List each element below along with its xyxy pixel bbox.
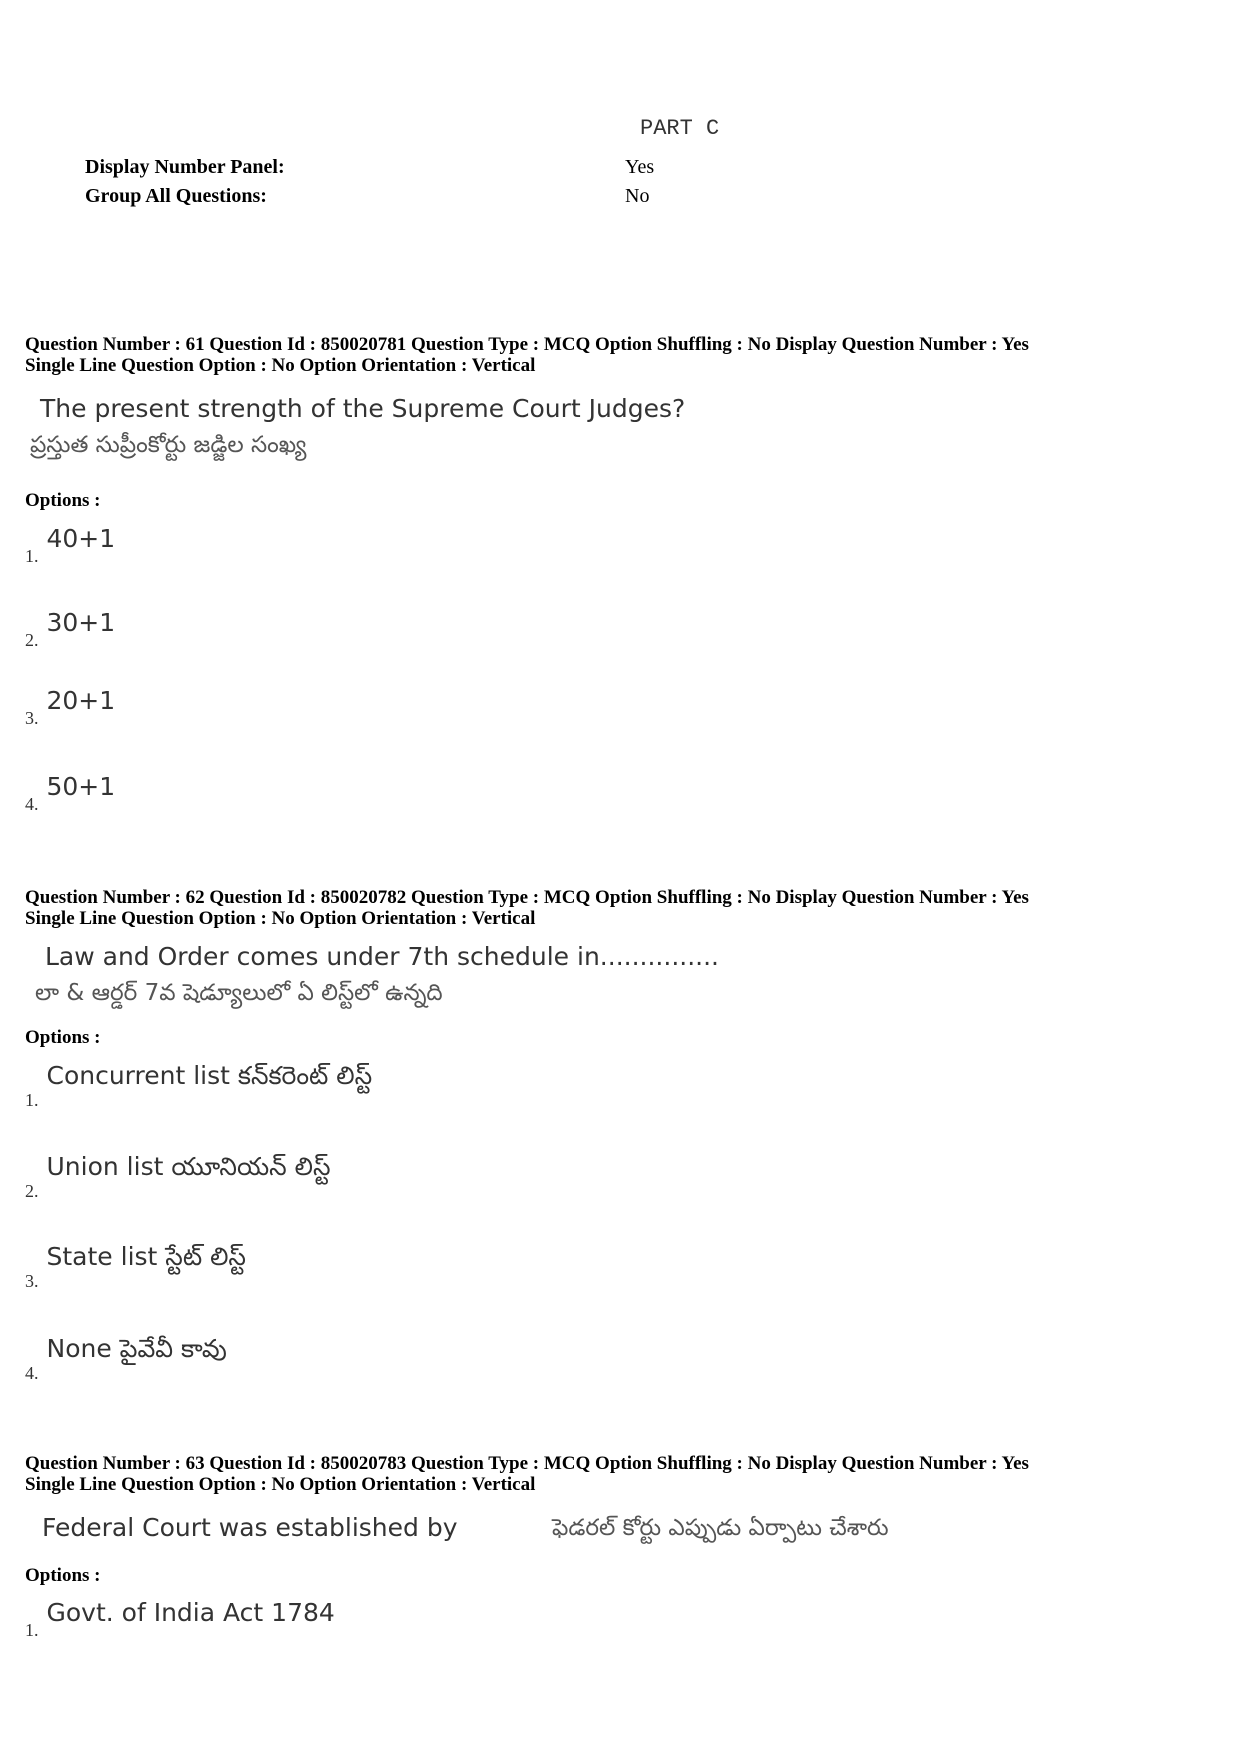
option-4[interactable] — [25, 1334, 227, 1384]
setting-value: No — [625, 185, 650, 207]
question-text-english: Law and Order comes under 7th schedule in............... — [45, 942, 719, 971]
options-label: Options : — [25, 1027, 101, 1048]
option-number: 4. — [25, 794, 39, 814]
question-header-line2: Single Line Question Option : No Option Orientation : Vertical — [25, 1474, 536, 1495]
setting-label: Group All Questions: — [85, 185, 267, 207]
question-header-line1: Question Number : 61 Question Id : 850020781 Question Type : MCQ Option Shuffling : No Display Question Number : Yes — [25, 334, 1029, 355]
option-1[interactable] — [25, 1061, 373, 1111]
option-4[interactable] — [25, 772, 116, 815]
question-text-telugu: ఫెడరల్ కోర్టు ఎప్పుడు ఏర్పాటు చేశారు — [552, 1515, 889, 1541]
option-1[interactable] — [25, 1598, 335, 1641]
question-62 — [25, 887, 1225, 929]
part-title: PART C — [640, 116, 720, 141]
option-number: 2. — [25, 1181, 39, 1201]
option-text: 20+1 — [46, 686, 116, 715]
option-number: 3. — [25, 708, 39, 728]
option-text: Union list యూనియన్ లిస్ట్ — [46, 1152, 331, 1181]
question-header-line1: Question Number : 62 Question Id : 850020782 Question Type : MCQ Option Shuffling : No Display Question Number : Yes — [25, 887, 1029, 908]
question-text-english: The present strength of the Supreme Court Judges? — [40, 394, 686, 423]
question-text-english: Federal Court was established by — [42, 1513, 458, 1542]
question-header-line2: Single Line Question Option : No Option Orientation : Vertical — [25, 908, 536, 929]
option-text: 30+1 — [46, 608, 116, 637]
option-2[interactable] — [25, 608, 116, 651]
option-3[interactable] — [25, 1242, 246, 1292]
option-number: 1. — [25, 1620, 39, 1640]
question-header-line2: Single Line Question Option : No Option Orientation : Vertical — [25, 355, 536, 376]
setting-label: Display Number Panel: — [85, 156, 285, 178]
options-label: Options : — [25, 490, 101, 511]
question-text-telugu: లా & ఆర్డర్ 7వ షెడ్యూలులో ఏ లిస్ట్‌లో ఉన్నది — [35, 980, 443, 1006]
option-number: 4. — [25, 1363, 39, 1383]
option-text: 50+1 — [46, 772, 116, 801]
option-text: State list స్టేట్ లిస్ట్ — [46, 1242, 246, 1271]
question-text-telugu: ప్రస్తుత సుప్రీంకోర్టు జడ్జిల సంఖ్య — [30, 432, 307, 458]
option-text: Govt. of India Act 1784 — [46, 1598, 335, 1627]
setting-group-all-questions — [85, 184, 785, 208]
option-3[interactable] — [25, 686, 116, 729]
option-number: 3. — [25, 1271, 39, 1291]
option-text: None పైవేవీ కావు — [46, 1334, 227, 1363]
option-number: 1. — [25, 546, 39, 566]
question-63 — [25, 1453, 1225, 1495]
question-61 — [25, 334, 1225, 376]
option-text: 40+1 — [46, 524, 116, 553]
option-number: 1. — [25, 1090, 39, 1110]
setting-display-number-panel — [85, 155, 785, 179]
options-label: Options : — [25, 1565, 101, 1586]
option-2[interactable] — [25, 1152, 331, 1202]
option-text: Concurrent list కన్‌కరెంట్ లిస్ట్ — [46, 1061, 373, 1090]
option-1[interactable] — [25, 524, 116, 567]
option-number: 2. — [25, 630, 39, 650]
setting-value: Yes — [625, 156, 655, 178]
question-header-line1: Question Number : 63 Question Id : 850020783 Question Type : MCQ Option Shuffling : No Display Question Number : Yes — [25, 1453, 1029, 1474]
